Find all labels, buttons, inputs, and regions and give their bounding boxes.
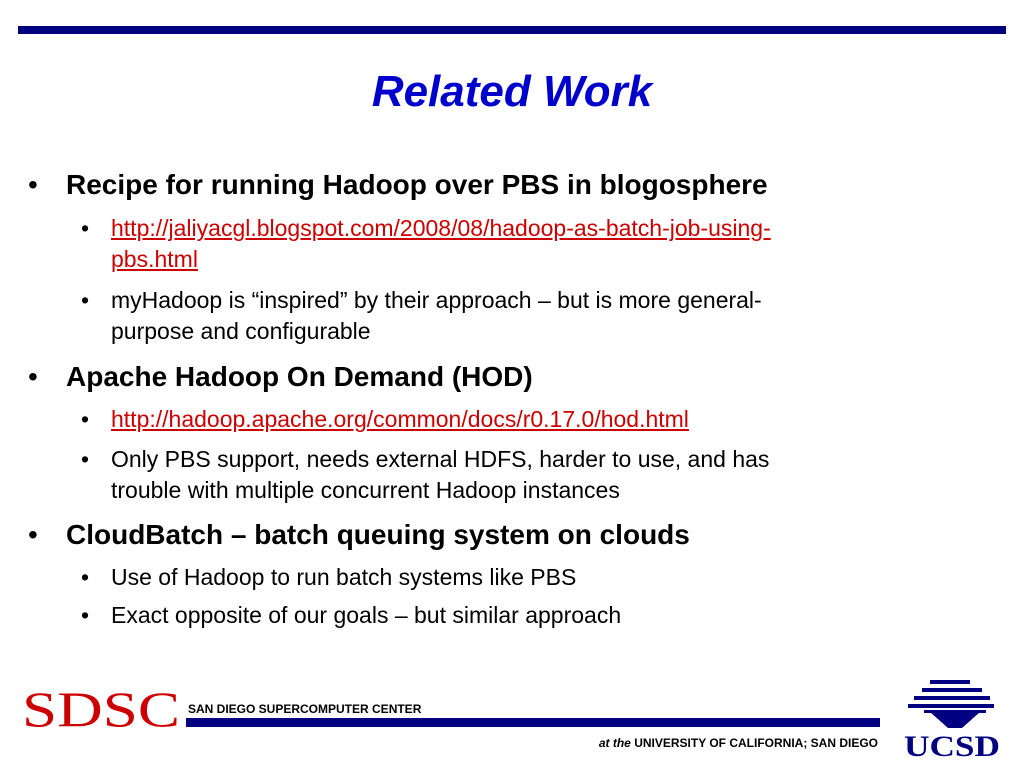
sub-bullet-text: Exact opposite of our goals – but similar approach xyxy=(111,602,622,628)
footer-rule xyxy=(186,718,880,727)
sub-bullet-text: purpose and configurable xyxy=(111,318,371,344)
sub-bullet-glyph: • xyxy=(81,446,90,472)
sub-bullet-glyph: • xyxy=(81,564,90,590)
bullet-text: Recipe for running Hadoop over PBS in blogosphere xyxy=(66,169,768,200)
blogspot-link[interactable] xyxy=(111,215,771,272)
sdsc-logo-text: SDSC xyxy=(22,686,180,732)
affiliation xyxy=(599,736,878,750)
sub-bullet-glyph: • xyxy=(81,602,90,628)
hod-link[interactable]: http://hadoop.apache.org/common/docs/r0.17.0/hod.html xyxy=(111,406,689,432)
sub-bullet-item xyxy=(81,404,941,435)
sub-bullet-item xyxy=(81,213,941,275)
ucsd-logo-graphic xyxy=(900,676,1010,762)
center-name: SAN DIEGO SUPERCOMPUTER CENTER xyxy=(188,702,422,716)
sdsc-logo-graphic xyxy=(22,686,182,732)
affiliation-prefix: at the xyxy=(598,736,631,750)
slide-title: Related Work xyxy=(371,67,653,116)
sub-bullet-glyph: • xyxy=(81,287,90,313)
link-line[interactable]: pbs.html xyxy=(111,246,198,272)
bullet-text: CloudBatch – batch queuing system on clouds xyxy=(66,519,690,550)
sub-bullet-text: myHadoop is “inspired” by their approach – but is more general- xyxy=(111,287,762,313)
bullet-item xyxy=(28,518,966,552)
sub-bullet-text: Use of Hadoop to run batch systems like PBS xyxy=(111,564,577,590)
sub-bullet-glyph: • xyxy=(81,406,90,432)
bullet-glyph: • xyxy=(28,169,38,200)
bullet-item xyxy=(28,168,966,202)
sub-bullet-item xyxy=(81,600,941,631)
sdsc-logo xyxy=(22,686,182,737)
bullet-glyph: • xyxy=(28,519,38,550)
ucsd-logo xyxy=(900,676,1010,767)
sub-bullet-item xyxy=(81,285,941,347)
bullet-glyph: • xyxy=(28,361,38,392)
sub-bullet-text: Only PBS support, needs external HDFS, harder to use, and has xyxy=(111,446,770,472)
bullet-item xyxy=(28,360,966,394)
ucsd-emblem-icon xyxy=(908,680,994,728)
sub-bullet-text: trouble with multiple concurrent Hadoop instances xyxy=(111,477,620,503)
link-line[interactable]: http://jaliyacgl.blogspot.com/2008/08/hadoop-as-batch-job-using- xyxy=(111,215,771,241)
bullet-text: Apache Hadoop On Demand (HOD) xyxy=(66,361,533,392)
sub-bullet-glyph: • xyxy=(81,215,90,241)
affiliation-text: UNIVERSITY OF CALIFORNIA; SAN DIEGO xyxy=(634,736,878,750)
ucsd-logo-text: UCSD xyxy=(904,730,1000,762)
sub-bullet-item xyxy=(81,562,941,593)
sub-bullet-item xyxy=(81,444,941,506)
top-rule xyxy=(18,26,1006,34)
